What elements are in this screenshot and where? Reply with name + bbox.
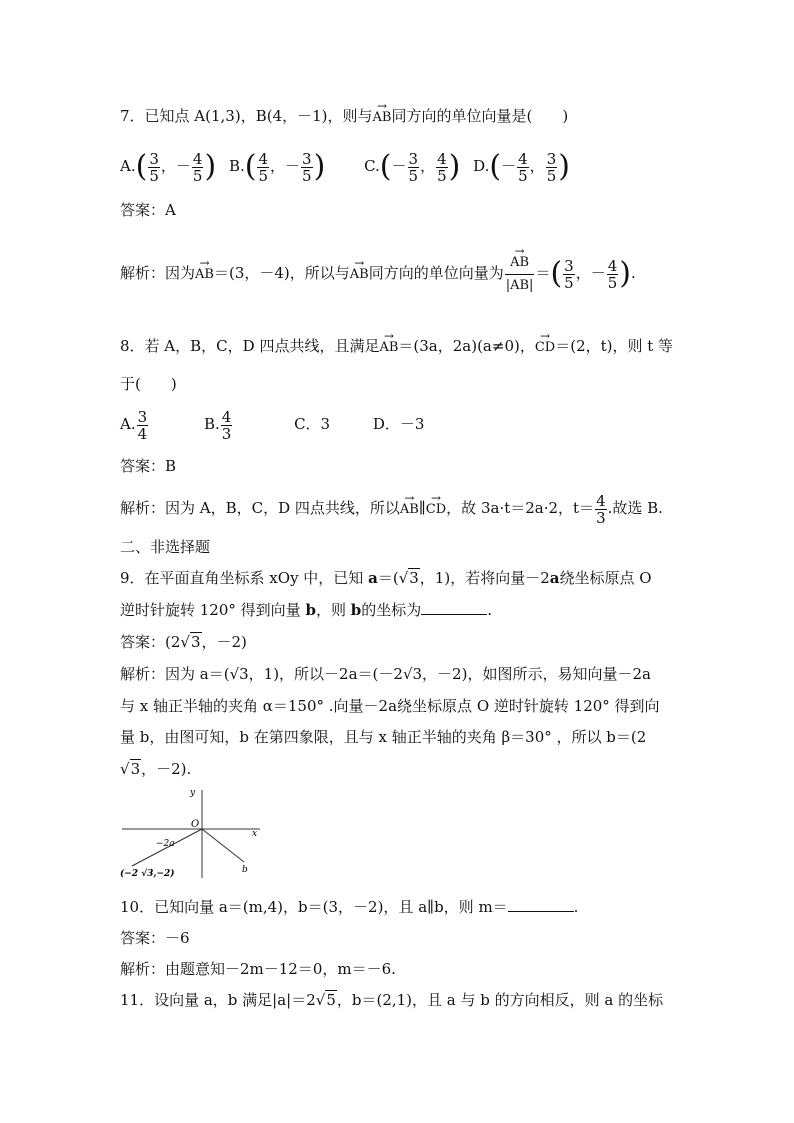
answer-blank (421, 602, 487, 615)
vector-ab: → AB (373, 108, 392, 128)
q7-answer: 答案：A (120, 201, 176, 219)
answer-blank (508, 899, 574, 912)
x-label: x (252, 829, 258, 839)
q7-option-a: A.( $\frac{3}{5}$ ，－ $\frac{4}{5}$ ) (120, 149, 217, 185)
q8-option-d: D．－3 (372, 415, 425, 433)
q8-option-c: C．3 (294, 415, 331, 433)
q8-explanation: 解析：因为 A，B，C，D 四点共线，所以→ AB∥→ CD，故 3a·t＝2a·2，t＝ $\frac{4}{3}$ .故选 B. (120, 490, 663, 526)
q8-options (120, 406, 424, 442)
q10-explanation: 解析：由题意知－2m－12＝0，m＝－6. (120, 960, 396, 978)
q7-stem: 7．已知点 A(1,3)，B(4，－1)，则与→ AB同方向的单位向量是( ) (120, 106, 568, 128)
y-label: y (190, 788, 196, 798)
vector-rotation-figure (118, 786, 266, 880)
q9-stem-line1: 9．在平面直角坐标系 xOy 中，已知 a＝(√3，1)，若将向量－2a绕坐标原点 O (120, 569, 652, 587)
minus-2a-label: −2a (156, 839, 175, 849)
origin-label: O (191, 819, 200, 830)
q9-explanation-line1: 解析：因为 a＝(√3，1)，所以－2a＝(－2√3，－2)，如图所示，易知向量－2a (120, 665, 651, 683)
q9-explanation-line4: √3，－2). (120, 760, 192, 778)
section-heading: 二、非选择题 (120, 538, 211, 556)
b-label: b (242, 865, 248, 875)
q10-answer: 答案：－6 (120, 929, 190, 947)
q7-options (120, 148, 570, 184)
q11-stem: 11．设向量 a，b 满足|a|＝2√5，b＝(2,1)，且 a 与 b 的方向相反，则 a 的坐标 (120, 991, 664, 1009)
q7-explanation: 解析：因为→ AB＝(3，－4)，所以与→ AB同方向的单位向量为 → $\frac{AB}{|AB|}$ ＝( $\frac{3}{5}$ ，－ $\frac{4}{5}$ ). (120, 248, 636, 298)
q10-stem: 10．已知向量 a＝(m,4)，b＝(3，－2)，且 a∥b，则 m＝ . (120, 898, 579, 916)
q8-stem-cont: 于( ) (120, 375, 177, 393)
q8-answer: 答案：B (120, 457, 177, 475)
q9-explanation-line3: 量 b，由图可知，b 在第四象限，且与 x 轴正半轴的夹角 β＝30° ，所以 b＝(2 (120, 728, 647, 746)
q7-option-c: C.(－ $\frac{3}{5}$ ， $\frac{4}{5}$ ) (364, 149, 461, 185)
q7-option-d: D.(－ $\frac{4}{5}$ ， $\frac{3}{5}$ ) (473, 149, 570, 185)
q8-stem: 8．若 A，B，C，D 四点共线，且满足→ AB＝(3a，2a)(a≠0)，→ CD＝(2，t)，则 t 等 (120, 336, 673, 358)
q9-answer: 答案：(2√3，－2) (120, 633, 247, 651)
q9-explanation-line2: 与 x 轴正半轴的夹角 α＝150° .向量－2a绕坐标原点 O 逆时针旋转 120° 得到向 (120, 697, 660, 715)
vector-b (202, 829, 244, 862)
point-label: (−2 √3,−2) (120, 869, 175, 879)
q8-option-a: A. $\frac{3}{4}$ (120, 407, 148, 443)
q9-stem-line2: 逆时针旋转 120° 得到向量 b，则 b的坐标为 . (120, 601, 493, 619)
q8-option-b: B. $\frac{4}{3}$ (203, 407, 232, 443)
q7-option-b: B.( $\frac{4}{5}$ ，－ $\frac{3}{5}$ ) (228, 149, 326, 185)
